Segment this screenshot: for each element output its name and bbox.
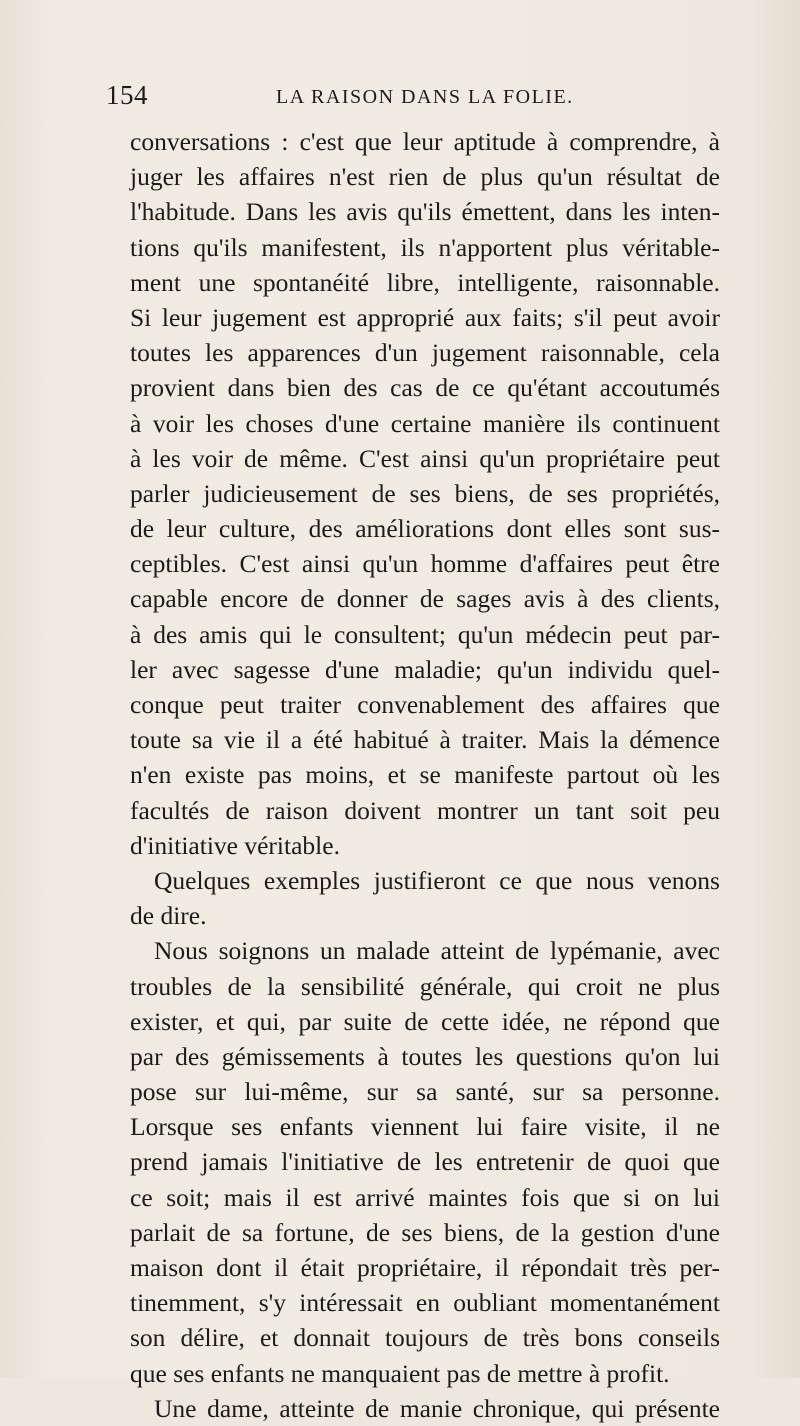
text-line: parlait de sa fortune, de ses biens, de la gestion d'une <box>130 1217 720 1247</box>
text-line: à des amis qui le consultent; qu'un médecin peut par- <box>130 619 720 649</box>
text-line: de dire. <box>130 901 207 931</box>
text-line: pose sur lui-même, sur sa santé, sur sa personne. <box>130 1077 720 1107</box>
text-line: ce soit; mais il est arrivé maintes fois que si on lui <box>130 1182 720 1212</box>
text-line: provient dans bien des cas de ce qu'étant accoutumés <box>130 373 720 403</box>
text-line: son délire, et donnait toujours de très bons conseils <box>130 1323 720 1353</box>
text-line: par des gémissements à toutes les questions qu'on lui <box>130 1041 720 1071</box>
text-line: que ses enfants ne manquaient pas de mettre à profit. <box>130 1358 670 1388</box>
text-line: toutes les apparences d'un jugement raisonnable, cela <box>130 338 720 368</box>
text-line: ceptibles. C'est ainsi qu'un homme d'affaires peut être <box>130 549 720 579</box>
text-line: ment une spontanéité libre, intelligente, raisonnable. <box>130 267 720 297</box>
page-header <box>106 80 696 120</box>
text-line: juger les affaires n'est rien de plus qu'un résultat de <box>130 162 720 192</box>
text-line: maison dont il était propriétaire, il répondait très per- <box>130 1253 720 1282</box>
text-line: troubles de la sensibilité générale, qui croit ne plus <box>130 971 720 1001</box>
text-line: conque peut traiter convenablement des affaires que <box>130 690 720 719</box>
text-line: n'en existe pas moins, et se manifeste partout où les <box>130 760 720 790</box>
text-line: ler avec sagesse d'une maladie; qu'un individu quel- <box>130 654 720 684</box>
text-line: exister, et qui, par suite de cette idée, ne répond que <box>130 1006 720 1036</box>
text-line: l'habitude. Dans les avis qu'ils émettent, dans les inten- <box>130 197 720 227</box>
text-line: tinemment, s'y intéressait en oubliant momentanément <box>130 1288 720 1318</box>
text-line: tions qu'ils manifestent, ils n'apportent plus véritable- <box>130 232 720 262</box>
text-line: parler judicieusement de ses biens, de ses propriétés, <box>130 478 720 508</box>
text-line: Lorsque ses enfants viennent lui faire visite, il ne <box>130 1112 720 1142</box>
text-line: à les voir de même. C'est ainsi qu'un propriétaire peut <box>130 443 720 473</box>
text-line: Nous soignons un malade atteint de lypémanie, avec <box>154 936 720 966</box>
text-line: prend jamais l'initiative de les entretenir de quoi que <box>130 1147 720 1177</box>
text-line: capable encore de donner de sages avis à des clients, <box>130 584 720 614</box>
text-line: facultés de raison doivent montrer un tant soit peu <box>130 795 720 825</box>
text-line: Si leur jugement est approprié aux faits; s'il peut avoir <box>130 302 720 332</box>
text-line: toute sa vie il a été habitué à traiter. Mais la démence <box>130 725 720 755</box>
running-title: LA RAISON DANS LA FOLIE. <box>276 86 574 108</box>
text-line: d'initiative véritable. <box>130 830 340 860</box>
body-text <box>130 124 720 1426</box>
text-line: à voir les choses d'une certaine manière ils continuent <box>130 408 720 438</box>
text-line: de leur culture, des améliorations dont elles sont sus- <box>130 514 720 544</box>
text-line: Quelques exemples justifieront ce que nous venons <box>154 865 720 895</box>
page-number: 154 <box>106 80 148 110</box>
text-line: Une dame, atteinte de manie chronique, qui présente <box>154 1393 720 1423</box>
text-line: conversations : c'est que leur aptitude à comprendre, à <box>130 127 720 156</box>
